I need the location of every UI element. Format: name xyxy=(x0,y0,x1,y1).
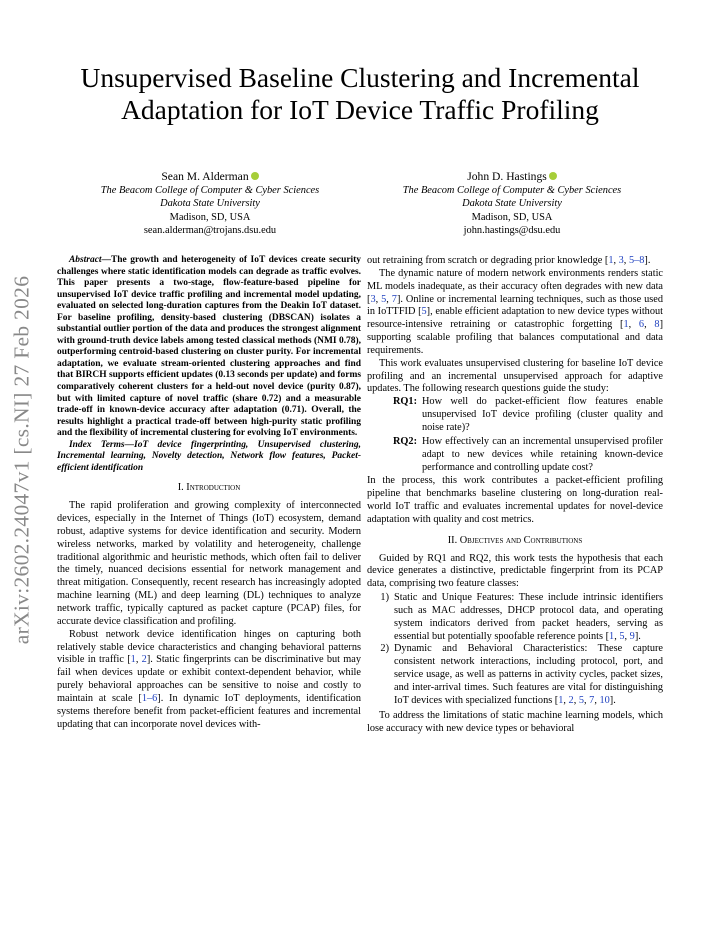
author-university: Dakota State University xyxy=(160,198,260,209)
index-terms xyxy=(57,440,361,475)
rq-text: How effectively can an incremental unsupervised profiler adapt to new devices while retaining known-device performance and controlling update cost? xyxy=(422,435,663,473)
feature-class-text: Dynamic and Behavioral Characteristics: These capture consistent network interactions, including protocol, port, and service usage, as well as patterns in activity cycles, packet sizes, and inter-arrival times. Such features are vital for distinguishing IoT devices with specialized functions [1, 2, 5, 7, 10]. xyxy=(394,643,663,706)
citation-link[interactable]: 3 xyxy=(618,255,624,266)
arxiv-stamp xyxy=(2,250,42,670)
author-location: Madison, SD, USA xyxy=(169,211,251,223)
orcid-icon[interactable] xyxy=(549,172,557,180)
intro-paragraph-1: The rapid proliferation and growing complexity of interconnected devices, especially in the Internet of Things (IoT) ecosystem, demand robust, adaptive systems for device identification and security. Modern wireless networks, marked by volatility and heterogeneity, challenge traditional algorithmic and heuristic methods, which often fail to deliver the timely, nuanced decisions essential for network management and threat mitigation. Consequently, recent research has increasingly adopted machine learning (ML) and deep learning (DL) techniques to analyze network traffic, typically captured as packet capture (PCAP) files, for accurate device classification and profiling. xyxy=(57,500,361,627)
author-block-2 xyxy=(362,170,662,238)
citation-link[interactable]: 3 xyxy=(370,293,376,305)
intro-paragraph-4: This work evaluates unsupervised clustering for baseline IoT device profiling and an incremental unsupervised approach for adaptive updates. The following research questions guide the study: xyxy=(367,357,663,395)
intro-paragraph-2: Robust network device identification hinges on capturing both relatively stable device characteristics and changing behavioral patterns visible in traffic [1, 2]. Static fingerprints can be discriminative but may fail when devices update or exhibit context-dependent behavior, while purely behavioral approaches can be sensitive to noise and costly to maintain at scale [1–6]. In dynamic IoT deployments, identification systems therefore benefit from packet-efficient features and incremental updating that can incorporate novel devices with- xyxy=(57,628,361,730)
rq-label: RQ2: xyxy=(392,435,417,447)
rq-text: How well do packet-efficient flow features enable unsupervised IoT device profiling (cluster quality and noise rate)? xyxy=(422,396,663,433)
citation-link[interactable]: 5 xyxy=(421,306,427,318)
paper-title: Unsupervised Baseline Clustering and Incremental Adaptation for IoT Device Traffic Profiling xyxy=(80,62,640,125)
abstract-text: —The growth and heterogeneity of IoT devices create security challenges where static identification models can degrade as traffic evolves. This paper presents a two-stage, flow-feature-based pipeline for unsupervised IoT device traffic profiling and incremental model updating, evaluated on selected long-duration captures from the Deakin IoT dataset. For baseline profiling, density-based clustering (DBSCAN) isolates a substantial outlier portion of the data and produces the strongest alignment with ground-truth device labels among tested classical methods (NMI 0.78), outperforming centroid-based clustering on cluster purity. For incremental adaptation, we evaluate stream-oriented clustering approaches and find that BIRCH supports efficient updates (0.13 seconds per update) and forms comparatively coherent clusters for a held-out novel device (purity 0.87), but with limited capture of novel traffic (share 0.72) and a measurable trade-off in known-device accuracy after adaptation (0.71). Overall, the results highlight a practical trade-off between high-purity static profiling and the flexibility of incremental clustering for evolving IoT environments. xyxy=(57,255,361,439)
feature-class-item xyxy=(367,643,663,707)
citation-link[interactable]: 8 xyxy=(654,319,660,331)
orcid-icon[interactable] xyxy=(251,172,259,180)
feature-class-item xyxy=(367,592,663,643)
rq-label: RQ1: xyxy=(392,396,417,408)
abstract xyxy=(57,255,361,440)
index-terms-text: —IoT device fingerprinting, Unsupervised clustering, Incremental learning, Novelty detection, Network flow features, Packet-efficient identification xyxy=(57,439,361,473)
author-email: john.hastings@dsu.edu xyxy=(463,225,561,236)
citation-link[interactable]: 1 xyxy=(623,319,629,331)
author-university: Dakota State University xyxy=(462,198,562,209)
arxiv-stamp-text: arXiv:2602.24047v1 [cs.NI] 27 Feb 2026 xyxy=(9,275,34,645)
citation-link[interactable]: 1 xyxy=(609,630,615,642)
contrib-paragraph: In the process, this work contributes a packet-efficient profiling pipeline that benchmarks baseline clustering on long-duration real-world IoT traffic and evaluates incremental updates for novel-device adaptation with quality and cost metrics. xyxy=(367,475,663,525)
section-heading-introduction: I. Introduction xyxy=(177,482,241,494)
feature-class-list xyxy=(367,592,663,708)
citation-link[interactable]: 6 xyxy=(638,319,645,331)
right-column xyxy=(367,255,663,735)
intro-paragraph-2-cont: out retraining from scratch or degrading prior knowledge [1, 3, 5–8]. xyxy=(367,255,651,266)
research-question-1 xyxy=(367,396,663,435)
citation-link[interactable]: 1 xyxy=(558,694,564,706)
citation-link[interactable]: 10 xyxy=(599,694,610,706)
abstract-lead: Abstract xyxy=(69,255,102,265)
citation-link[interactable]: 5 xyxy=(619,630,625,642)
list-number: 2) xyxy=(380,643,389,655)
citation-link[interactable]: 5 xyxy=(578,694,585,706)
intro-paragraph-3: The dynamic nature of modern network environments renders static ML models inadequate, as their accuracy often degrades with new data [3, 5, 7]. Online or incremental learning techniques, such as those used in IoTTFID [5], enable efficient adaptation to new device types without resource-intensive retraining or catastrophic forgetting [1, 6, 8] supporting scalable profiling that balances computational and data requirements. xyxy=(367,267,663,356)
citation-link[interactable]: 5 xyxy=(381,293,387,305)
objectives-paragraph: Guided by RQ1 and RQ2, this work tests the hypothesis that each device generates a distinctive, predictable fingerprint from its PCAP data, comprising two feature classes: xyxy=(367,552,663,590)
citation-link[interactable]: 7 xyxy=(391,293,397,305)
citation-link[interactable]: 9 xyxy=(629,630,635,642)
left-column xyxy=(57,255,361,731)
citation-link[interactable]: 1 xyxy=(608,255,614,266)
limitations-paragraph: To address the limitations of static machine learning models, which lose accuracy with new device types or behavioral xyxy=(367,709,663,734)
author-name: Sean M. Alderman xyxy=(161,170,249,183)
citation-link[interactable]: 7 xyxy=(589,694,595,706)
index-terms-lead: Index Terms xyxy=(69,439,125,450)
citation-link[interactable]: 2 xyxy=(141,654,147,666)
author-affiliation: The Beacom College of Computer & Cyber Sciences xyxy=(402,184,622,196)
citation-link[interactable]: 1–6 xyxy=(141,692,158,704)
citation-link[interactable]: 2 xyxy=(568,694,574,706)
list-number: 1) xyxy=(380,592,389,604)
feature-class-text: Static and Unique Features: These include intrinsic identifiers such as MAC addresses, DHCP protocol data, and operating system indicators derived from packet headers, serving as essential but potentially spoofable reference points [1, 5, 9]. xyxy=(394,592,663,642)
section-heading-objectives: II. Objectives and Contributions xyxy=(447,534,583,546)
research-question-2 xyxy=(367,436,663,475)
author-email: sean.alderman@trojans.dsu.edu xyxy=(143,225,277,236)
author-affiliation: The Beacom College of Computer & Cyber Sciences xyxy=(100,184,320,196)
author-name: John D. Hastings xyxy=(467,170,547,183)
author-block-1 xyxy=(60,170,360,238)
citation-link[interactable]: 5–8 xyxy=(628,255,645,266)
author-location: Madison, SD, USA xyxy=(471,211,553,223)
citation-link[interactable]: 1 xyxy=(130,654,136,666)
